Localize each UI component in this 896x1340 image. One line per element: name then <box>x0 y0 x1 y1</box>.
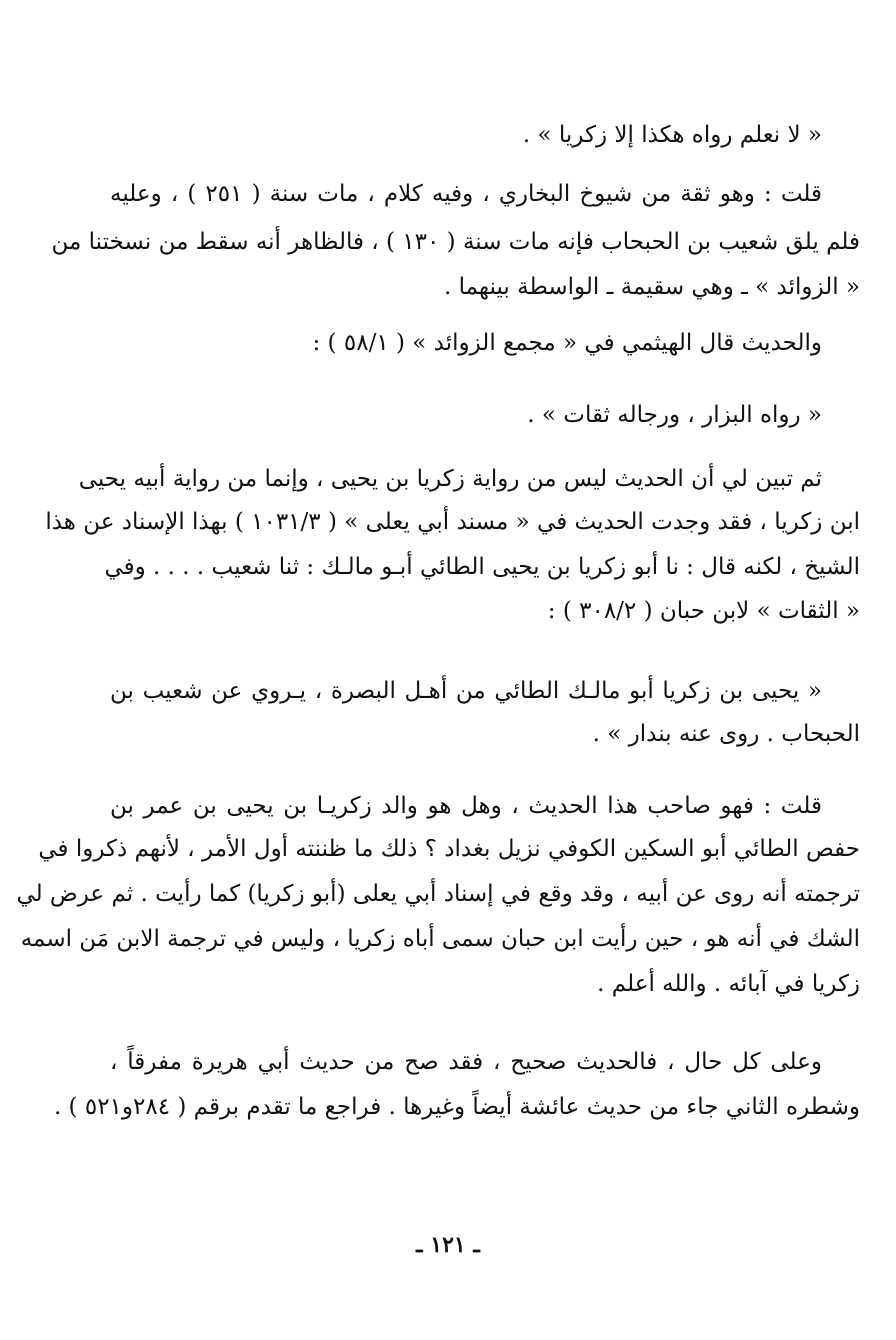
text-line: ترجمته أنه روى عن أبيه ، وقد وقع في إسناد أبي يعلى (أبو زكريا) كما رأيت . ثم عرض لي <box>16 881 860 907</box>
text-line: وعلى كل حال ، فالحديث صحيح ، فقد صح من حديث أبي هريرة مفرقاً ، <box>110 1049 822 1075</box>
text-line: « رواه البزار ، ورجاله ثقات » . <box>527 402 822 428</box>
text-line: الشيخ ، لكنه قال : نا أبو زكريا بن يحيى الطائي أبـو مالـك : ثنا شعيب . . . . وفي <box>104 554 860 580</box>
text-line: حفص الطائي أبو السكين الكوفي نزيل بغداد ؟ ذلك ما ظننته أول الأمر ، لأنهم ذكروا في <box>38 836 860 862</box>
text-line: قلت : وهو ثقة من شيوخ البخاري ، وفيه كلام ، مات سنة ( ٢٥١ ) ، وعليه <box>110 181 823 207</box>
text-line: ابن زكريا ، فقد وجدت الحديث في « مسند أبي يعلى » ( ١٠٣١/٣ ) بهذا الإسناد عن هذا <box>45 509 860 535</box>
text-line: الحبحاب . روى عنه بندار » . <box>592 721 860 747</box>
document-page <box>16 0 860 1340</box>
text-line: الشك في أنه هو ، حين رأيت ابن حبان سمى أباه زكريا ، وليس في ترجمة الابن مَن اسمه <box>20 926 860 952</box>
text-line: « الثقات » لابن حبان ( ٣٠٨/٢ ) : <box>547 598 860 624</box>
page-number: ـ ١٢١ ـ <box>416 1232 480 1258</box>
text-line: « الزوائد » ـ وهي سقيمة ـ الواسطة بينهما . <box>444 274 860 300</box>
text-line: زكريا في آبائه . والله أعلم . <box>597 971 860 997</box>
text-line: فلم يلق شعيب بن الحبحاب فإنه مات سنة ( ١٣٠ ) ، فالظاهر أنه سقط من نسختنا من <box>51 229 860 255</box>
text-line: والحديث قال الهيثمي في « مجمع الزوائد » ( ٥٨/١ ) : <box>312 330 822 356</box>
text-line: « لا نعلم رواه هكذا إلا زكريا » . <box>522 122 822 148</box>
text-line: قلت : فهو صاحب هذا الحديث ، وهل هو والد زكريـا بن يحيى بن عمر بن <box>110 793 822 819</box>
text-line: ثم تبين لي أن الحديث ليس من رواية زكريا بن يحيى ، وإنما من رواية أبيه يحيى <box>78 466 822 492</box>
text-line: وشطره الثاني جاء من حديث عائشة أيضاً وغيرها . فراجع ما تقدم برقم ( ٢٨٤و٥٢١ ) . <box>53 1094 860 1120</box>
text-line: « يحيى بن زكريا أبو مالـك الطائي من أهـل البصرة ، يـروي عن شعيب بن <box>110 678 822 704</box>
